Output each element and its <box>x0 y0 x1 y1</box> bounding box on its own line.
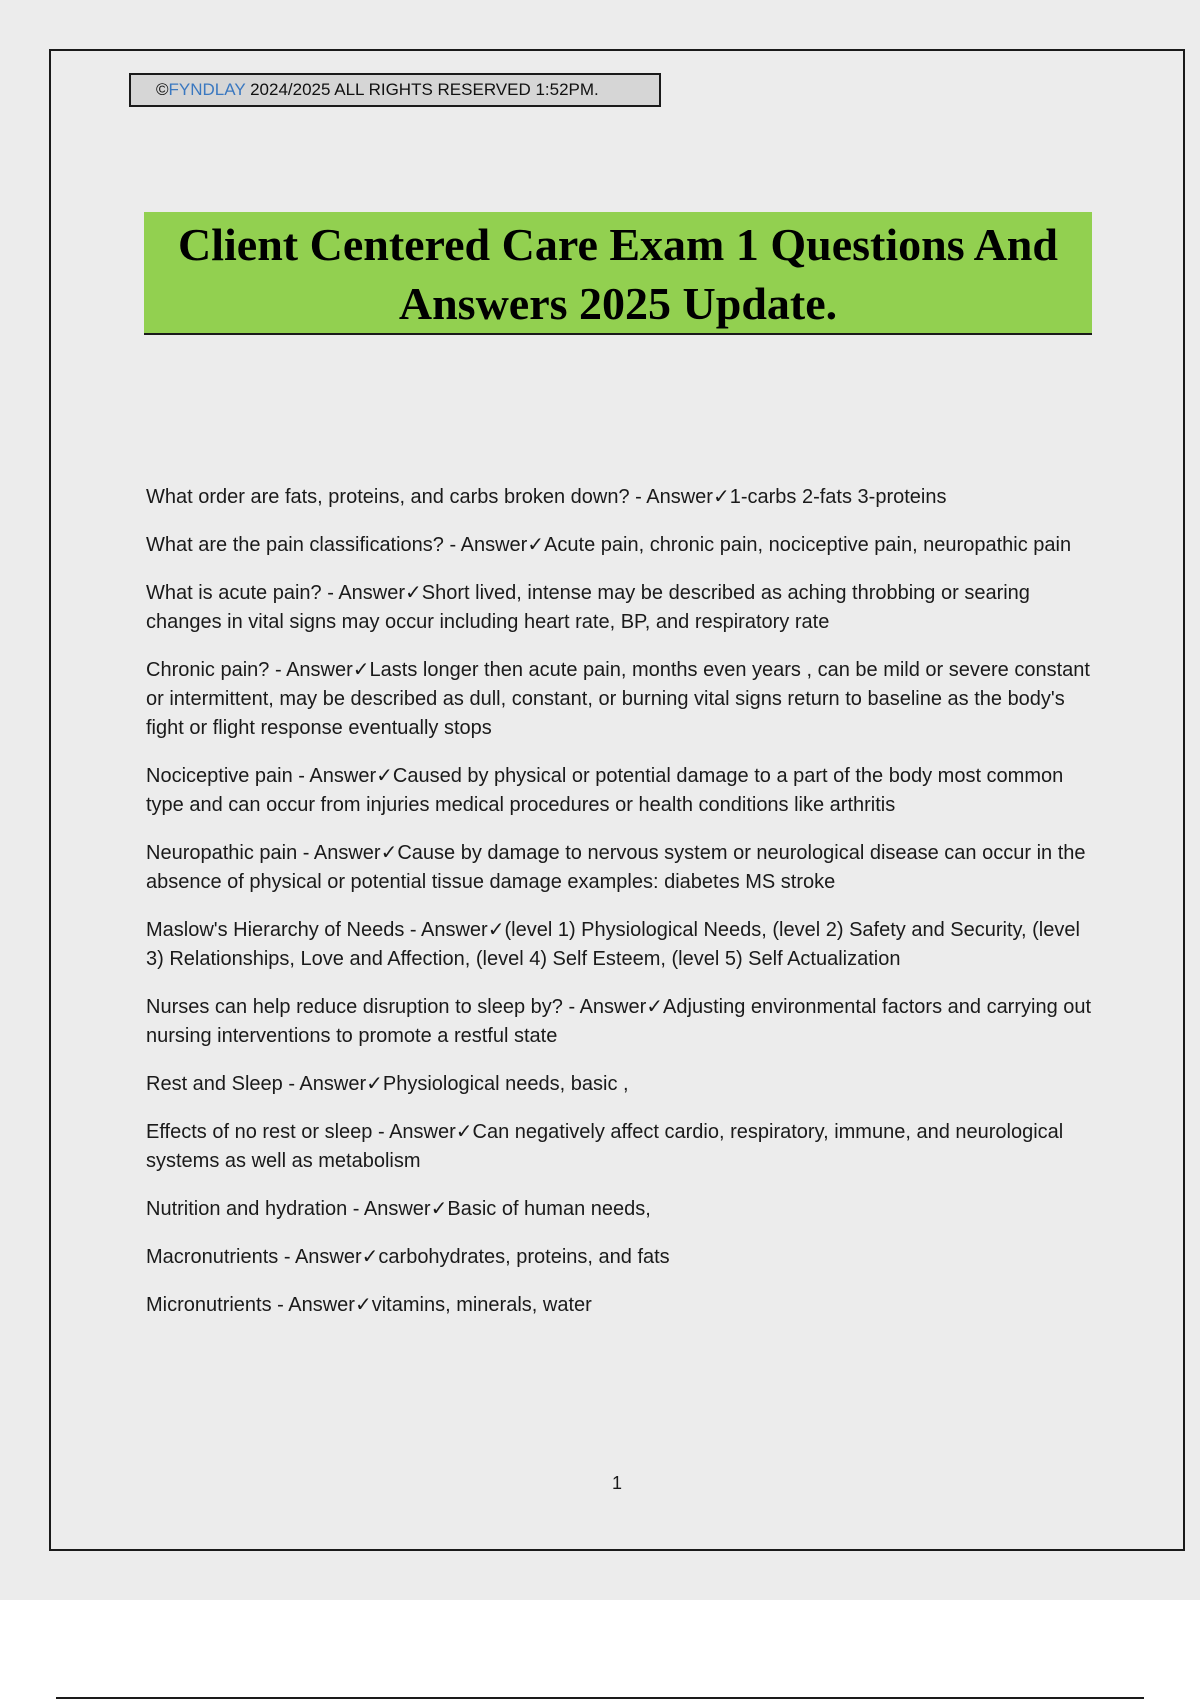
question: Rest and Sleep <box>146 1073 283 1095</box>
answer-separator: - Answer✓ <box>321 582 422 604</box>
qa-item <box>146 579 1096 637</box>
qa-item <box>146 839 1096 897</box>
document-title <box>144 212 1092 335</box>
answer-separator: - Answer✓ <box>404 919 505 941</box>
answer: Physiological needs, basic , <box>382 1073 629 1095</box>
answer: Cause by damage to nervous system or neurological disease can occur in the absence of physical or potential tissue damage examples: diabetes MS stroke <box>146 842 1086 893</box>
answer: Adjusting environmental factors and carrying out nursing interventions to promote a restful state <box>146 996 1092 1047</box>
answer: carbohydrates, proteins, and fats <box>378 1246 670 1268</box>
answer: (level 1) Physiological Needs, (level 2) Safety and Security, (level 3) Relationships, Love and Affection, (level 4) Self Esteem, (level 5) Self Actualization <box>146 919 1080 970</box>
question: Maslow's Hierarchy of Needs <box>146 919 405 941</box>
question: Macronutrients <box>146 1246 279 1268</box>
answer-separator: - Answer✓ <box>269 659 370 681</box>
answer: Acute pain, chronic pain, nociceptive pain, neuropathic pain <box>544 534 1072 556</box>
answer-separator: - Answer✓ <box>562 996 664 1018</box>
question: Nociceptive pain <box>146 765 293 787</box>
next-page-divider <box>56 1697 1144 1699</box>
rights-text: 2024/2025 ALL RIGHTS RESERVED 1:52PM. <box>245 80 599 99</box>
qa-item <box>146 916 1096 974</box>
answer: 1-carbs 2-fats 3-proteins <box>729 486 947 508</box>
question: What is acute pain? <box>146 582 322 604</box>
question: Nurses can help reduce disruption to sleep by? <box>146 996 563 1018</box>
title-line-2: Answers 2025 Update. <box>398 278 838 329</box>
copyright-banner <box>129 73 661 107</box>
answer: Caused by physical or potential damage to a part of the body most common type and can occur from injuries medical procedures or health conditions like arthritis <box>146 765 1064 816</box>
answer-separator: - Answer✓ <box>271 1294 372 1316</box>
answer: Can negatively affect cardio, respiratory, immune, and neurological systems as well as metabolism <box>146 1121 1064 1172</box>
question: Effects of no rest or sleep <box>146 1121 373 1143</box>
qa-item <box>146 1291 1096 1320</box>
copyright-symbol: © <box>156 80 169 99</box>
qa-item <box>146 762 1096 820</box>
qa-list <box>146 483 1096 1339</box>
question: Nutrition and hydration <box>146 1198 348 1220</box>
page-number: 1 <box>611 1473 622 1493</box>
answer-separator: - Answer✓ <box>629 486 730 508</box>
qa-item <box>146 656 1096 743</box>
qa-item <box>146 1243 1096 1272</box>
answer: Short lived, intense may be described as aching throbbing or searing changes in vital signs may occur including heart rate, BP, and respiratory rate <box>146 582 1030 633</box>
question: Chronic pain? <box>146 659 270 681</box>
question: Micronutrients <box>146 1294 272 1316</box>
title-line-1: Client Centered Care Exam 1 Questions And <box>178 219 1058 270</box>
answer-separator: - Answer✓ <box>297 842 398 864</box>
answer-separator: - Answer✓ <box>282 1073 383 1095</box>
question: Neuropathic pain <box>146 842 298 864</box>
answer-separator: - Answer✓ <box>372 1121 473 1143</box>
answer-separator: - Answer✓ <box>443 534 545 556</box>
answer-separator: - Answer✓ <box>292 765 393 787</box>
qa-item <box>146 483 1096 512</box>
qa-item <box>146 993 1096 1051</box>
qa-item <box>146 1070 1096 1099</box>
answer: vitamins, minerals, water <box>371 1294 592 1316</box>
answer: Basic of human needs, <box>447 1198 651 1220</box>
qa-item <box>146 531 1096 560</box>
qa-item <box>146 1118 1096 1176</box>
answer-separator: - Answer✓ <box>347 1198 448 1220</box>
answer: Lasts longer then acute pain, months even years , can be mild or severe constant or intermittent, may be described as dull, constant, or burning vital signs return to baseline as the body's fight or flight response eventually stops <box>146 659 1090 739</box>
qa-item <box>146 1195 1096 1224</box>
question: What order are fats, proteins, and carbs broken down? <box>146 486 630 508</box>
brand-name: FYNDLAY <box>168 80 246 99</box>
answer-separator: - Answer✓ <box>278 1246 379 1268</box>
question: What are the pain classifications? <box>146 534 444 556</box>
